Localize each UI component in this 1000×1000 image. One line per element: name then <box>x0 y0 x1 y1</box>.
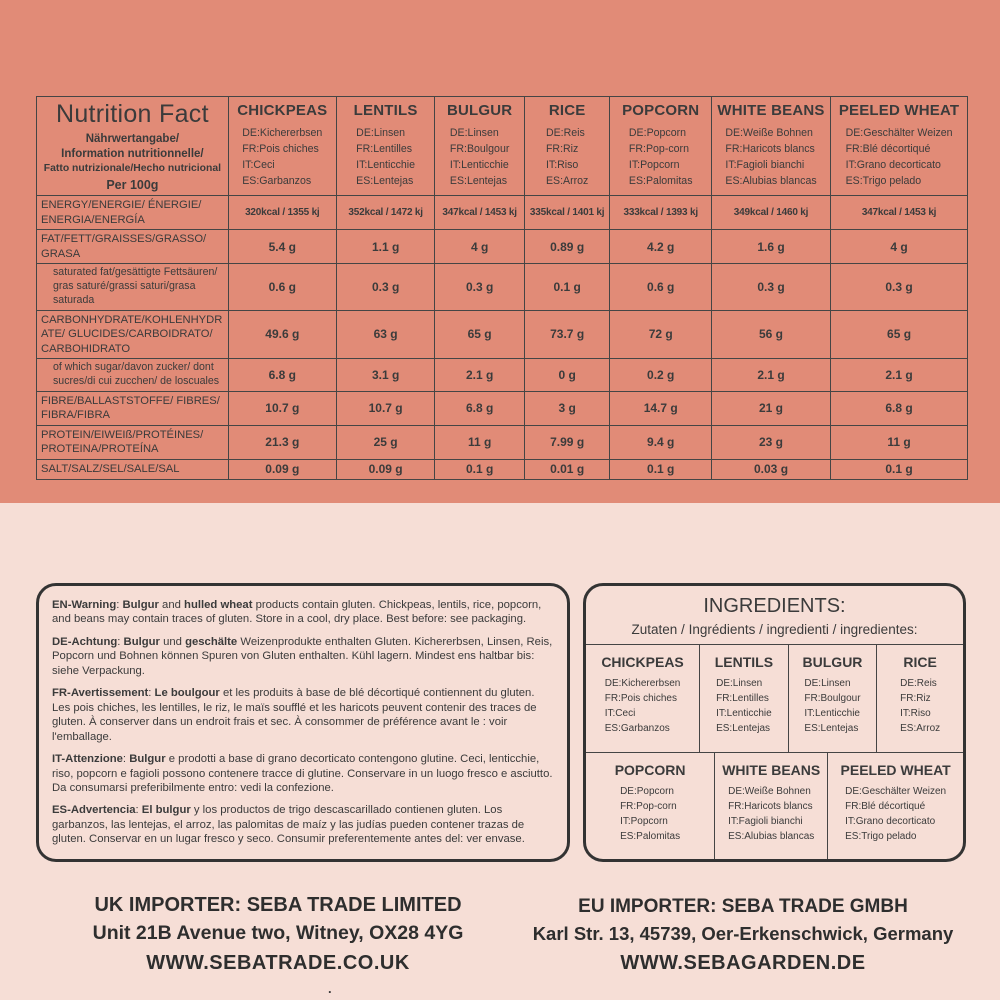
warning-paragraph <box>52 803 554 846</box>
nutrition-value: 347kcal / 1453 kj <box>435 196 524 230</box>
product-translation: IT:Ceci <box>242 159 275 171</box>
product-translations <box>725 126 816 190</box>
uk-importer-title: UK IMPORTER: SEBA TRADE LIMITED <box>94 894 462 916</box>
ingredient-translation: FR:Lentilles <box>716 693 769 704</box>
nutrition-value: 4.2 g <box>610 230 711 264</box>
ingredient-translation: IT:Lenticchie <box>804 708 860 719</box>
nutrition-value: 349kcal / 1460 kj <box>711 196 830 230</box>
ingredients-row-1 <box>586 644 963 752</box>
product-translation: FR:Blé décortiqué <box>845 143 931 156</box>
nutrition-value: 0 g <box>524 359 610 392</box>
nutrition-value: 21.3 g <box>228 425 336 459</box>
ingredients-title: INGREDIENTS: <box>703 595 846 617</box>
ingredient-translation: ES:Lentejas <box>716 723 771 734</box>
product-translations <box>356 126 415 190</box>
footer-dot: . <box>328 981 332 996</box>
ingredients-row-2 <box>586 752 963 860</box>
product-translation: DE:Weiße Bohnen <box>725 127 813 140</box>
nutrition-value: 3.1 g <box>336 359 435 392</box>
ingredient-translation: FR:Boulgour <box>804 693 861 704</box>
ingredient-translation: FR:Pop-corn <box>620 800 677 812</box>
ingredient-translations <box>620 784 680 844</box>
nutrition-subtitle <box>41 132 224 175</box>
nutrition-value: 73.7 g <box>524 310 610 359</box>
ingredient-name: BULGUR <box>802 654 863 670</box>
warning-segment: Le boulgour <box>154 687 220 700</box>
product-translation: FR:Pois chiches <box>242 143 319 156</box>
product-translation: DE:Geschälter Weizen <box>845 127 953 140</box>
nutrition-row <box>37 196 968 230</box>
warning-segment: : <box>148 687 155 700</box>
nutrition-row <box>37 264 968 310</box>
nutrition-value: 2.1 g <box>831 359 968 392</box>
product-translation: ES:Trigo pelado <box>845 174 922 187</box>
nutrition-title-cell <box>37 97 229 196</box>
product-translation: ES:Garbanzos <box>242 174 312 187</box>
ingredient-translations <box>845 784 946 844</box>
nutrition-value: 0.6 g <box>228 264 336 310</box>
nutrition-row-label: ENERGY/ENERGIE/ ÉNERGIE/ ENERGIA/ENERGÍA <box>37 196 229 230</box>
nutrition-value: 11 g <box>435 425 524 459</box>
nutrition-value: 65 g <box>435 310 524 359</box>
warning-paragraph <box>52 635 554 678</box>
ingredient-translation: FR:Pois chiches <box>604 693 677 704</box>
ingredient-translation: DE:Linsen <box>804 678 851 689</box>
product-name: PEELED WHEAT <box>838 102 960 120</box>
product-translation: DE:Kichererbsen <box>242 127 323 140</box>
nutrition-value: 56 g <box>711 310 830 359</box>
ingredient-cell <box>788 645 877 752</box>
product-column-header <box>831 97 968 196</box>
nutrition-value: 0.03 g <box>711 460 830 480</box>
nutrition-value: 2.1 g <box>711 359 830 392</box>
nutrition-value: 4 g <box>435 230 524 264</box>
ingredient-translation: DE:Reis <box>900 678 937 689</box>
nutrition-value: 10.7 g <box>336 391 435 425</box>
nutrition-value: 0.1 g <box>524 264 610 310</box>
product-translation: FR:Pop-corn <box>628 143 689 156</box>
product-translation: ES:Lentejas <box>356 174 414 187</box>
nutrition-row-label: FAT/FETT/GRAISSES/GRASSO/ GRASA <box>37 230 229 264</box>
ingredient-translation: DE:Linsen <box>716 678 763 689</box>
warning-paragraph <box>52 686 554 744</box>
ingredient-name: LENTILS <box>714 654 774 670</box>
nutrition-row <box>37 460 968 480</box>
nutrition-row-label: SALT/SALZ/SEL/SALE/SAL <box>37 460 229 480</box>
ingredient-translation: IT:Popcorn <box>620 815 668 827</box>
product-column-header <box>228 97 336 196</box>
warning-segment: geschälte <box>185 635 238 648</box>
product-translation: DE:Reis <box>545 127 585 140</box>
eu-importer-title: EU IMPORTER: SEBA TRADE GMBH <box>578 896 908 917</box>
ingredient-translation: ES:Lentejas <box>804 723 859 734</box>
ingredient-translation: ES:Trigo pelado <box>845 830 917 842</box>
product-translations <box>629 126 693 190</box>
ingredient-translation: ES:Palomitas <box>620 830 681 842</box>
eu-importer-block <box>502 896 984 975</box>
warning-segment: et les produits à base de blé décortiqué contiennent du gluten. Les pois chiches, les lentilles, le riz, le maïs soufflé et les haricots peuvent contenir des traces de gluten. À conserver dans un endroit frais et sec. À consommer de préférence avant le : voir l'emballage. <box>52 687 537 743</box>
product-translation: IT:Popcorn <box>628 159 680 171</box>
ingredient-translation: DE:Geschälter Weizen <box>845 785 947 797</box>
product-translations <box>546 126 588 190</box>
product-column-header <box>524 97 610 196</box>
product-translation: DE:Linsen <box>356 127 406 140</box>
warning-segment: IT-Attenzione <box>52 753 123 766</box>
product-translation: ES:Lentejas <box>449 174 508 187</box>
product-column-header <box>336 97 435 196</box>
nutrition-value: 0.89 g <box>524 230 610 264</box>
nutrition-row-label: saturated fat/gesättigte Fettsäuren/ gras saturé/grassi saturi/grasa saturada <box>37 264 229 310</box>
nutrition-row <box>37 391 968 425</box>
product-translation: IT:Lenticchie <box>449 159 509 171</box>
nutrition-value: 25 g <box>336 425 435 459</box>
ingredient-translation: FR:Blé décortiqué <box>845 800 926 812</box>
product-translation: IT:Fagioli bianchi <box>725 159 805 171</box>
nutrition-value: 6.8 g <box>435 391 524 425</box>
nutrition-row <box>37 230 968 264</box>
nutrition-row <box>37 359 968 392</box>
product-name: POPCORN <box>622 102 700 120</box>
ingredient-cell <box>714 753 827 860</box>
ingredient-translations <box>716 676 772 736</box>
nutrition-value: 4 g <box>831 230 968 264</box>
nutrition-value: 63 g <box>336 310 435 359</box>
nutrition-value: 1.1 g <box>336 230 435 264</box>
ingredient-cell <box>586 753 714 860</box>
nutrition-value: 0.09 g <box>336 460 435 480</box>
ingredient-name: RICE <box>903 654 937 670</box>
ingredient-translation: FR:Riz <box>900 693 931 704</box>
eu-importer-address: Karl Str. 13, 45739, Oer-Erkenschwick, Germany <box>532 923 954 944</box>
nutrition-subtitle-line: Nährwertangabe/ <box>85 132 180 145</box>
nutrition-value: 0.3 g <box>336 264 435 310</box>
nutrition-value: 347kcal / 1453 kj <box>831 196 968 230</box>
nutrition-subtitle-line: Information nutritionnelle/ <box>61 147 204 160</box>
product-translation: FR:Lentilles <box>356 143 413 156</box>
ingredient-cell <box>699 645 788 752</box>
ingredient-translations <box>900 676 940 736</box>
nutrition-row <box>37 425 968 459</box>
warning-paragraph <box>52 752 554 795</box>
product-translation: IT:Riso <box>545 159 579 171</box>
nutrition-row-label: FIBRE/BALLASTSTOFFE/ FIBRES/ FIBRA/FIBRA <box>37 391 229 425</box>
nutrition-value: 10.7 g <box>228 391 336 425</box>
nutrition-row-label: CARBONHYDRATE/KOHLENHYDRATE/ GLUCIDES/CARBOIDRATO/ CARBOHIDRATO <box>37 310 229 359</box>
nutrition-value: 6.8 g <box>228 359 336 392</box>
ingredient-name: PEELED WHEAT <box>840 761 951 778</box>
ingredient-translation: FR:Haricots blancs <box>728 800 813 812</box>
ingredient-translation: IT:Fagioli bianchi <box>728 815 803 827</box>
warning-segment: Bulgur <box>123 635 160 648</box>
nutrition-value: 1.6 g <box>711 230 830 264</box>
product-translation: IT:Grano decorticato <box>845 159 941 171</box>
warnings-box <box>36 583 570 862</box>
nutrition-value: 0.3 g <box>435 264 524 310</box>
ingredient-translation: ES:Alubias blancas <box>728 830 815 842</box>
nutrition-value: 9.4 g <box>610 425 711 459</box>
product-name: BULGUR <box>446 102 513 120</box>
nutrition-subtitle-line: Fatto nutrizionale/Hecho nutricional <box>43 162 222 174</box>
ingredient-translation: IT:Riso <box>900 708 931 719</box>
warning-segment: : <box>116 599 123 611</box>
warning-segment: : <box>117 635 124 648</box>
product-column-header <box>610 97 711 196</box>
uk-importer-website: WWW.SEBATRADE.CO.UK <box>146 952 410 974</box>
product-name: CHICKPEAS <box>237 102 328 120</box>
nutrition-value: 0.1 g <box>831 460 968 480</box>
nutrition-value: 0.01 g <box>524 460 610 480</box>
warning-segment: EN-Warning <box>52 599 117 611</box>
warning-segment: DE-Achtung <box>52 635 118 648</box>
nutrition-value: 0.1 g <box>435 460 524 480</box>
warning-segment: El bulgur <box>141 804 191 817</box>
nutrition-value: 11 g <box>831 425 968 459</box>
product-translation: IT:Lenticchie <box>356 159 416 171</box>
warning-segment: and <box>158 599 185 611</box>
nutrition-value: 65 g <box>831 310 968 359</box>
nutrition-header-row <box>37 97 968 196</box>
per-100g-label: Per 100g <box>106 178 159 193</box>
product-translation: FR:Boulgour <box>449 143 510 156</box>
product-name: LENTILS <box>353 102 418 120</box>
ingredient-name: CHICKPEAS <box>601 654 684 670</box>
nutrition-title: Nutrition Fact <box>55 99 209 128</box>
product-translation: FR:Haricots blancs <box>725 143 815 156</box>
product-translations <box>450 126 509 190</box>
uk-importer-block <box>18 894 538 975</box>
product-name: WHITE BEANS <box>717 102 825 120</box>
nutrition-value: 0.6 g <box>610 264 711 310</box>
ingredient-cell <box>876 645 963 752</box>
nutrition-value: 7.99 g <box>524 425 610 459</box>
ingredient-translation: IT:Lenticchie <box>716 708 772 719</box>
warning-segment: FR-Avertissement <box>52 687 149 700</box>
nutrition-value: 0.3 g <box>831 264 968 310</box>
ingredient-translations <box>728 784 814 844</box>
product-translations <box>846 126 953 190</box>
ingredient-translations <box>804 676 860 736</box>
warning-segment: : <box>135 804 142 817</box>
ingredient-translation: DE:Weiße Bohnen <box>728 785 811 797</box>
ingredient-translation: IT:Grano decorticato <box>845 815 936 827</box>
ingredient-cell <box>827 753 963 860</box>
ingredient-translation: DE:Kichererbsen <box>604 678 681 689</box>
nutrition-table <box>36 96 968 480</box>
warning-segment: products contain gluten. Chickpeas, lentils, rice, popcorn, and beans may contain traces of gluten. Store in a cool, dry place. Best before: see packaging. <box>52 599 542 626</box>
nutrition-value: 3 g <box>524 391 610 425</box>
nutrition-value: 320kcal / 1355 kj <box>228 196 336 230</box>
nutrition-value: 5.4 g <box>228 230 336 264</box>
warning-segment: e prodotti a base di grano decorticato contengono glutine. Ceci, lenticchie, riso, popcorn e fagioli possono contenere tracce di glutine. Conservare in un luogo fresco e asciutto. Da consumarsi preferibilmente entro: vedi la confezione. <box>52 753 553 794</box>
nutrition-value: 0.1 g <box>610 460 711 480</box>
ingredient-translations <box>605 676 681 736</box>
uk-importer-address: Unit 21B Avenue two, Witney, OX28 4YG <box>92 922 464 944</box>
eu-importer-website: WWW.SEBAGARDEN.DE <box>620 952 866 974</box>
warning-paragraph <box>52 598 554 627</box>
nutrition-value: 49.6 g <box>228 310 336 359</box>
product-translation: DE:Popcorn <box>628 127 687 140</box>
nutrition-value: 2.1 g <box>435 359 524 392</box>
ingredients-box <box>583 583 966 862</box>
nutrition-row-label: of which sugar/davon zucker/ dont sucres/di cui zucchen/ de loscuales <box>37 359 229 392</box>
ingredient-translation: DE:Popcorn <box>620 785 674 797</box>
ingredient-translation: IT:Ceci <box>604 708 636 719</box>
warning-segment: Bulgur <box>129 753 166 766</box>
nutrition-value: 0.3 g <box>711 264 830 310</box>
warning-segment: hulled wheat <box>184 599 253 611</box>
nutrition-row <box>37 310 968 359</box>
ingredients-header <box>586 586 963 644</box>
product-translation: DE:Linsen <box>449 127 499 140</box>
nutrition-value: 335kcal / 1401 kj <box>524 196 610 230</box>
warning-segment: ES-Advertencia <box>52 804 136 817</box>
product-column-header <box>711 97 830 196</box>
nutrition-value: 352kcal / 1472 kj <box>336 196 435 230</box>
product-translation: FR:Riz <box>545 143 579 156</box>
nutrition-value: 21 g <box>711 391 830 425</box>
nutrition-value: 72 g <box>610 310 711 359</box>
nutrition-value: 0.2 g <box>610 359 711 392</box>
product-translations <box>242 126 322 190</box>
nutrition-value: 6.8 g <box>831 391 968 425</box>
nutrition-value: 333kcal / 1393 kj <box>610 196 711 230</box>
nutrition-value: 14.7 g <box>610 391 711 425</box>
ingredient-cell <box>586 645 699 752</box>
ingredient-translation: ES:Arroz <box>900 723 941 734</box>
nutrition-value: 0.09 g <box>228 460 336 480</box>
product-translation: ES:Palomitas <box>628 174 693 187</box>
nutrition-value: 23 g <box>711 425 830 459</box>
product-translation: ES:Alubias blancas <box>725 174 817 187</box>
warning-segment: Bulgur <box>122 599 159 611</box>
warning-segment: und <box>159 635 186 648</box>
ingredient-name: POPCORN <box>614 761 686 778</box>
warning-segment: : <box>122 753 130 766</box>
product-column-header <box>435 97 524 196</box>
ingredient-translation: ES:Garbanzos <box>604 723 670 734</box>
warning-segment: Weizenprodukte enthalten Gluten. Kichererbsen, Linsen, Reis, Popcorn und Bohnen können Spuren von Gluten enthalten. Kühl lagern. Mindest ens haltbar bis: siehe Verpackung. <box>52 635 553 677</box>
nutrition-body <box>37 196 968 480</box>
product-name: RICE <box>548 102 586 120</box>
nutrition-row-label: PROTEIN/EIWEIß/PROTÉINES/ PROTEINA/PROTEÍNA <box>37 425 229 459</box>
ingredient-name: WHITE BEANS <box>722 761 821 778</box>
product-translation: ES:Arroz <box>545 174 589 187</box>
warning-segment: y los productos de trigo descascarillado contienen gluten. Los garbanzos, las lentejas, el arroz, las palomitas de maíz y las judías pueden contener trazas de gluten. Conservar en un lugar fresco y seco. Consumir preferentemente antes del: ver envase. <box>52 804 525 846</box>
ingredients-subtitle: Zutaten / Ingrédients / ingredienti / ingredientes: <box>631 622 918 637</box>
